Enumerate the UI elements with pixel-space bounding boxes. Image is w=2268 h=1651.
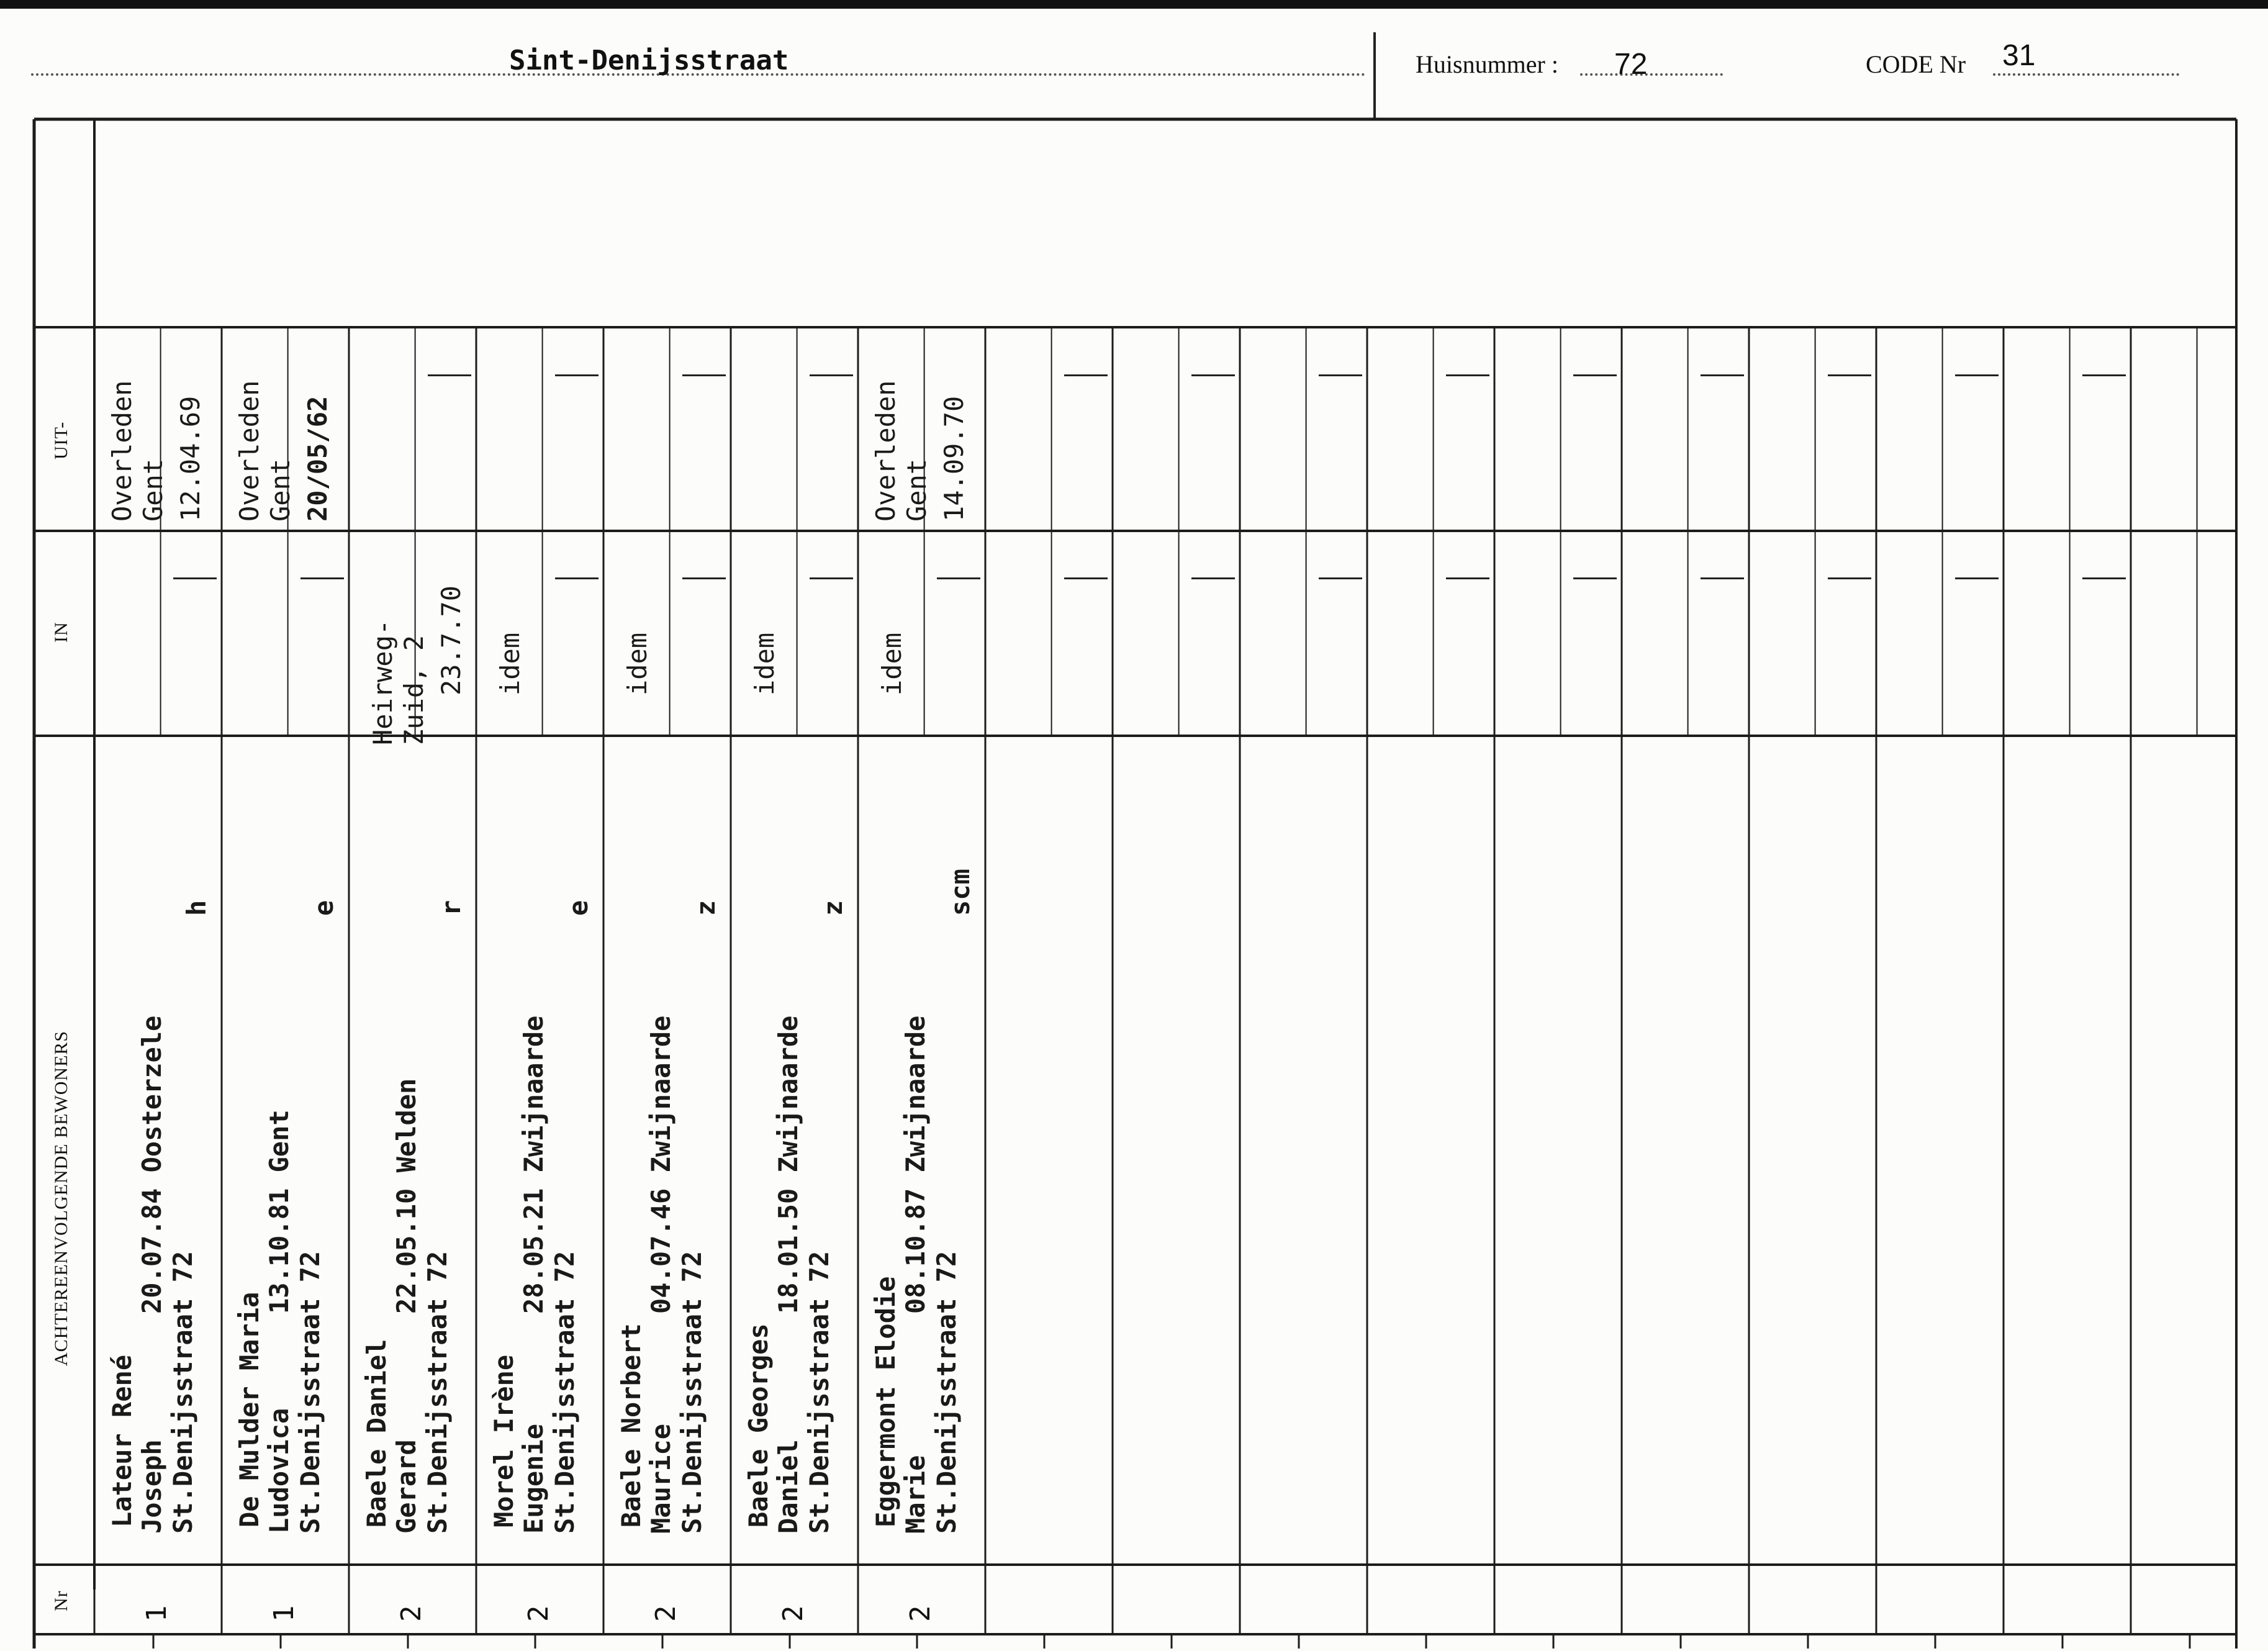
resident-address: St.Denijsstraat 72 — [295, 1251, 325, 1534]
empty-dash — [1319, 577, 1362, 579]
empty-dash — [810, 374, 853, 376]
in-header: IN — [51, 622, 71, 643]
resident-name: Lateur René — [107, 1354, 137, 1527]
empty-dash — [682, 577, 726, 579]
resident-name: Baele Norbert — [616, 1323, 646, 1527]
empty-dash — [810, 577, 853, 579]
empty-dash — [1573, 374, 1617, 376]
empty-dash — [1701, 577, 1744, 579]
empty-dash — [300, 577, 344, 579]
resident-nr: 1 — [268, 1605, 300, 1622]
empty-dash — [1573, 577, 1617, 579]
resident-mark: e — [309, 900, 339, 916]
uit-place: Overleden Gent — [234, 380, 296, 522]
resident-address: St.Denijsstraat 72 — [677, 1251, 707, 1534]
resident-given-name-birth: Gerard 22.05.10 Welden — [391, 1078, 422, 1534]
empty-dash — [1955, 577, 1999, 579]
in-place: idem — [495, 632, 525, 695]
empty-dash — [2082, 374, 2126, 376]
empty-dash — [555, 374, 599, 376]
uit-header: UIT- — [51, 421, 71, 459]
resident-given-name-birth: Joseph 20.07.84 Oosterzele — [137, 1015, 167, 1534]
resident-nr: 2 — [523, 1605, 554, 1622]
empty-dash — [1446, 374, 1489, 376]
resident-mark: r — [436, 900, 466, 916]
resident-nr: 2 — [905, 1605, 936, 1622]
empty-dash — [1828, 374, 1871, 376]
in-date: 23.7.70 — [436, 585, 466, 695]
resident-given-name-birth: Marie 08.10.87 Zwijnaarde — [900, 1015, 931, 1534]
resident-address: St.Denijsstraat 72 — [931, 1251, 962, 1534]
nr-header: Nr — [51, 1590, 71, 1611]
in-place: idem — [877, 632, 907, 695]
resident-mark: scm — [945, 869, 975, 916]
empty-dash — [2082, 577, 2126, 579]
empty-dash — [682, 374, 726, 376]
resident-mark: z — [818, 900, 848, 916]
empty-dash — [1955, 374, 1999, 376]
empty-dash — [1319, 374, 1362, 376]
resident-address: St.Denijsstraat 72 — [804, 1251, 834, 1534]
empty-dash — [1701, 374, 1744, 376]
resident-name: Baele Daniel — [361, 1339, 392, 1527]
uit-date: 20/05/62 — [302, 396, 333, 522]
resident-name: Eggermont Elodie — [870, 1276, 901, 1527]
empty-dash — [173, 577, 217, 579]
empty-dash — [1064, 374, 1108, 376]
huisnummer-label: Huisnummer : — [1416, 50, 1558, 78]
resident-given-name-birth: Ludovica 13.10.81 Gent — [264, 1110, 294, 1534]
resident-nr: 2 — [395, 1605, 427, 1622]
resident-given-name-birth: Eugenie 28.05.21 Zwijnaarde — [518, 1015, 549, 1534]
in-place: idem — [749, 632, 780, 695]
uit-place: Overleden Gent — [870, 380, 932, 522]
resident-given-name-birth: Daniel 18.01.50 Zwijnaarde — [773, 1015, 803, 1534]
uit-place: Overleden Gent — [107, 380, 168, 522]
resident-nr: 2 — [777, 1605, 809, 1622]
empty-dash — [428, 374, 471, 376]
street-name: Sint-Denijsstraat — [509, 45, 789, 76]
code-value: 31 — [2002, 39, 2036, 72]
resident-given-name-birth: Maurice 04.07.46 Zwijnaarde — [646, 1015, 676, 1534]
resident-mark: z — [690, 900, 721, 916]
empty-dash — [1446, 577, 1489, 579]
empty-dash — [1828, 577, 1871, 579]
resident-name: Baele Georges — [743, 1323, 774, 1527]
resident-nr: 2 — [650, 1605, 682, 1622]
uit-date: 14.09.70 — [939, 396, 969, 522]
uit-date: 12.04.69 — [175, 396, 206, 522]
in-place: Heirweg- Zuid, 2 — [368, 619, 429, 745]
resident-nr: 1 — [141, 1605, 173, 1622]
empty-dash — [1064, 577, 1108, 579]
in-place: idem — [622, 632, 653, 695]
empty-dash — [1191, 374, 1235, 376]
empty-dash — [937, 577, 980, 579]
bewoners-header: ACHTEREENVOLGENDE BEWONERS — [51, 1030, 71, 1366]
resident-address: St.Denijsstraat 72 — [422, 1251, 453, 1534]
resident-name: Morel Irène — [489, 1354, 519, 1527]
resident-address: St.Denijsstraat 72 — [168, 1251, 198, 1534]
empty-dash — [1191, 577, 1235, 579]
resident-mark: h — [181, 900, 212, 916]
resident-address: St.Denijsstraat 72 — [549, 1251, 580, 1534]
resident-name: De Mulder Maria — [234, 1291, 264, 1527]
resident-mark: e — [563, 900, 594, 916]
code-label: CODE Nr — [1866, 50, 1966, 78]
empty-dash — [555, 577, 599, 579]
huisnummer-value: 72 — [1614, 48, 1648, 81]
